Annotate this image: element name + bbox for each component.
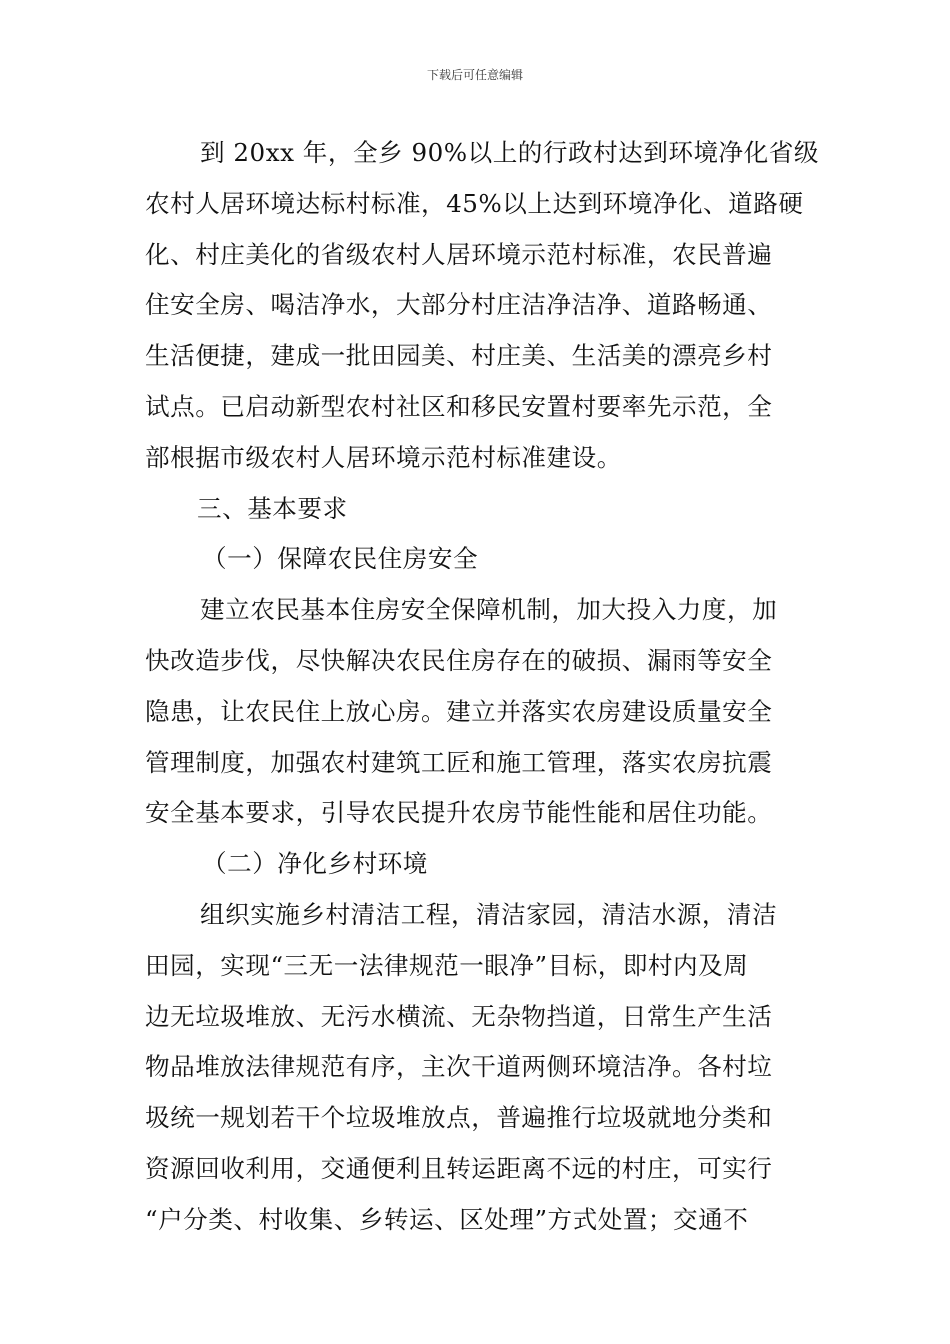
paragraph-line: 到 20xx 年，全乡 90%以上的行政村达到环境净化省级 <box>200 138 819 167</box>
paragraph-line: 部根据市级农村人居环境示范村标准建设。 <box>145 442 622 472</box>
paragraph-line: 组织实施乡村清洁工程，清洁家园，清洁水源，清洁 <box>200 899 778 929</box>
paragraph-environment <box>145 890 807 1246</box>
paragraph-goals <box>145 128 819 484</box>
paragraph-line: 试点。已启动新型农村社区和移民安置村要率先示范，全 <box>145 391 773 421</box>
paragraph-line: 资源回收利用，交通便利且转运距离不远的村庄，可实行 <box>145 1153 773 1183</box>
paragraph-line: 化、村庄美化的省级农村人居环境示范村标准，农民普遍 <box>145 239 773 269</box>
subsection-heading: （一）保障农民住房安全 <box>202 544 479 574</box>
paragraph-line: 物品堆放法律规范有序，主次干道两侧环境洁净。各村垃 <box>145 1052 773 1082</box>
paragraph-line: “户分类、村收集、乡转运、区处理”方式处置；交通不 <box>145 1204 749 1234</box>
paragraph-line: 田园，实现“三无一法律规范一眼净”目标，即村内及周 <box>145 950 749 980</box>
page-header: 下载后可任意编辑 <box>426 68 523 82</box>
paragraph-line: 农村人居环境达标村标准，45%以上达到环境净化、道路硬 <box>145 188 804 218</box>
section-heading: 三、基本要求 <box>197 493 348 523</box>
paragraph-line: 安全基本要求，引导农民提升农房节能性能和居住功能。 <box>145 798 773 828</box>
paragraph-line: 生活便捷，建成一批田园美、村庄美、生活美的漂亮乡村 <box>145 341 773 371</box>
paragraph-line: 管理制度，加强农村建筑工匠和施工管理，落实农房抗震 <box>145 747 773 777</box>
document-body <box>145 128 819 1246</box>
subsection-heading: （二）净化乡村环境 <box>202 849 428 879</box>
paragraph-line: 住安全房、喝洁净水，大部分村庄洁净洁净、道路畅通、 <box>145 290 773 320</box>
paragraph-line: 圾统一规划若干个垃圾堆放点，普遍推行垃圾就地分类和 <box>145 1103 773 1133</box>
paragraph-housing <box>145 585 807 839</box>
paragraph-line: 快改造步伐，尽快解决农民住房存在的破损、漏雨等安全 <box>145 645 773 675</box>
paragraph-line: 隐患，让农民住上放心房。建立并落实农房建设质量安全 <box>145 696 773 726</box>
paragraph-line: 建立农民基本住房安全保障机制，加大投入力度，加 <box>200 595 778 625</box>
paragraph-line: 边无垃圾堆放、无污水横流、无杂物挡道，日常生产生活 <box>145 1001 773 1031</box>
